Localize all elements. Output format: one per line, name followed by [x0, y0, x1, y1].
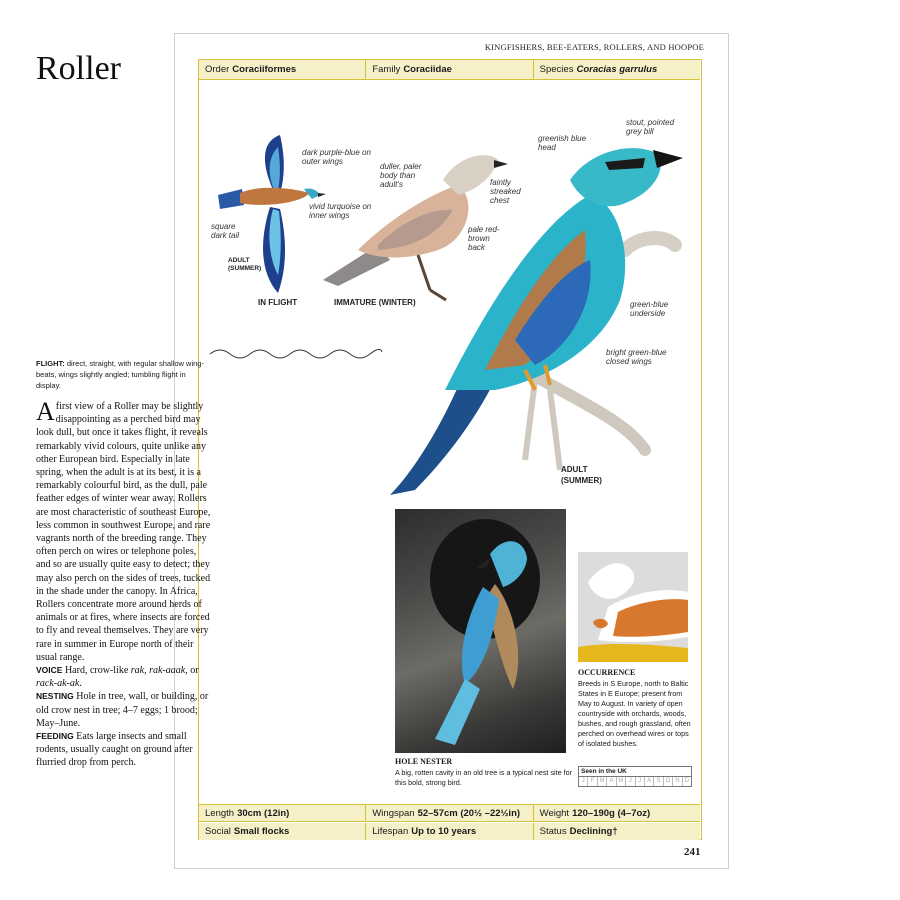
species-value: Coracias garrulus — [576, 64, 658, 75]
occurrence-title: OCCURRENCE — [578, 668, 636, 677]
in-flight-age: ADULT (SUMMER) — [228, 257, 262, 272]
month-may: M — [617, 777, 626, 786]
label-square-dark-tail: square dark tail — [211, 222, 240, 240]
hole-nester-photo — [395, 509, 566, 753]
species-title: Roller — [36, 50, 121, 87]
flight-note — [36, 358, 211, 391]
order-value: Coraciiformes — [232, 64, 297, 75]
in-flight-caption: IN FLIGHT — [258, 298, 298, 307]
label-greenish-blue-head: greenish blue head — [538, 134, 587, 152]
page-number: 241 — [684, 846, 701, 858]
month-aug: A — [645, 777, 654, 786]
photo-caption: A big, rotten cavity in an old tree is a typical nest site for this bold, strong bird. — [395, 768, 572, 787]
range-map — [578, 552, 688, 662]
label-green-blue-underside: green-blue underside — [630, 300, 669, 318]
flight-wave-icon — [210, 346, 382, 358]
month-nov: N — [673, 777, 682, 786]
month-mar: M — [598, 777, 607, 786]
social-value: Small flocks — [233, 826, 290, 837]
immature-caption: IMMATURE (WINTER) — [334, 298, 416, 307]
month-jul: J — [636, 777, 645, 786]
month-dec: D — [684, 778, 690, 784]
species-cell: Species Coracias garrulus — [539, 64, 658, 75]
flight-text: direct, straight, with regular shallow wing-beats, wings slightly angled; tumbling flight in display. — [36, 359, 204, 390]
europe-map-image — [578, 552, 688, 662]
months-row — [579, 777, 691, 786]
adult-caption: ADULT (SUMMER) — [561, 465, 602, 485]
wingspan-cell: Wingspan 52–57cm (20½ –22½in) — [366, 805, 533, 821]
adult-illustration — [375, 140, 685, 500]
label-faintly-streaked: faintly streaked chest — [490, 178, 521, 205]
status-cell: Status Declining† — [539, 826, 618, 837]
month-oct: O — [664, 777, 673, 786]
description-paragraph: A first view of a Roller may be slightly disappointing as a perched bird may look dull, but once it takes flight, it reveals remarkably vivid colours, quite unlike any other European bird. Especially in late spring, when the adult is at its best, it is a remarkably colourful bird, as the dull, pale feather edges of winter wear away. Rollers are most characteristic of southeast Europe, less common in southwest Europe, and rare vagrants north of the breeding range. They often perch on wires or telephone poles, and so are usually quite easy to detect; they may also perch on the sides of trees, tucked in the shade under the canopy. In Africa, Rollers concentrate more around herds of animals or at fires, where insects are forced to fly and reveal themselves. They are very rare in summer in Europe north of their usual range. — [36, 397, 211, 663]
dropcap: A — [36, 397, 55, 426]
length-value: 30cm (12in) — [237, 807, 290, 819]
family-cell: Family Coraciidae — [366, 60, 533, 79]
month-apr: A — [607, 777, 616, 786]
wingspan-value: 52–57cm (20½ –22½in) — [417, 807, 521, 819]
label-duller-paler: duller, paler body than adult's — [380, 162, 422, 189]
stats-bar-1 — [199, 804, 700, 822]
month-jun: J — [626, 777, 635, 786]
stats-bar-2 — [199, 823, 700, 840]
nesting-entry: NESTING Hole in tree, wall, or building, or old crow nest in tree; 4–7 eggs; 1 brood; May–June. — [36, 691, 209, 729]
status-value: Declining† — [569, 826, 618, 837]
nesting-roller-image — [395, 509, 566, 753]
order-cell: Order Coraciiformes — [199, 60, 366, 79]
running-head: KINGFISHERS, BEE-EATERS, ROLLERS, AND HOOPOE — [484, 42, 704, 52]
month-sep: S — [654, 777, 663, 786]
label-bright-green-blue-wings: bright green-blue closed wings — [606, 348, 667, 366]
month-feb: F — [588, 777, 597, 786]
photo-title: HOLE NESTER — [395, 757, 453, 766]
taxonomy-bar — [199, 60, 700, 80]
seen-label: Seen in the UK — [579, 767, 691, 777]
weight-value: 120–190g (4–7oz) — [572, 807, 651, 819]
seen-in-uk-table — [578, 766, 692, 787]
voice-entry: VOICE Hard, crow-like rak, rak-aaak, or rack-ak-ak. — [36, 665, 199, 690]
label-vivid-turquoise: vivid turquoise on inner wings — [309, 202, 372, 220]
flight-label: FLIGHT: — [36, 359, 65, 368]
social-cell: Social Small flocks — [199, 823, 366, 840]
family-value: Coraciidae — [403, 64, 452, 75]
description — [36, 397, 211, 770]
lifespan-value: Up to 10 years — [411, 826, 477, 837]
weight-cell: Weight 120–190g (4–7oz) — [539, 807, 651, 819]
label-dark-purple-blue: dark purple-blue on outer wings — [302, 148, 371, 166]
month-jan: J — [579, 777, 588, 786]
length-cell: Length 30cm (12in) — [199, 805, 366, 821]
occurrence-text: Breeds in S Europe, north to Baltic States in E Europe; present from May to August. In variety of open countryside with orchards, woods, bushes, and rough grassland, often perched on overhead wires or tops of isolated bushes. — [578, 679, 691, 748]
label-pale-red-brown: pale red-brown back — [468, 225, 500, 252]
feeding-entry: FEEDING Eats large insects and small rodents, usually caught on ground after flurried drop from perch. — [36, 731, 193, 769]
lifespan-cell: Lifespan Up to 10 years — [366, 823, 533, 840]
label-stout-pointed-bill: stout, pointed grey bill — [626, 118, 675, 136]
